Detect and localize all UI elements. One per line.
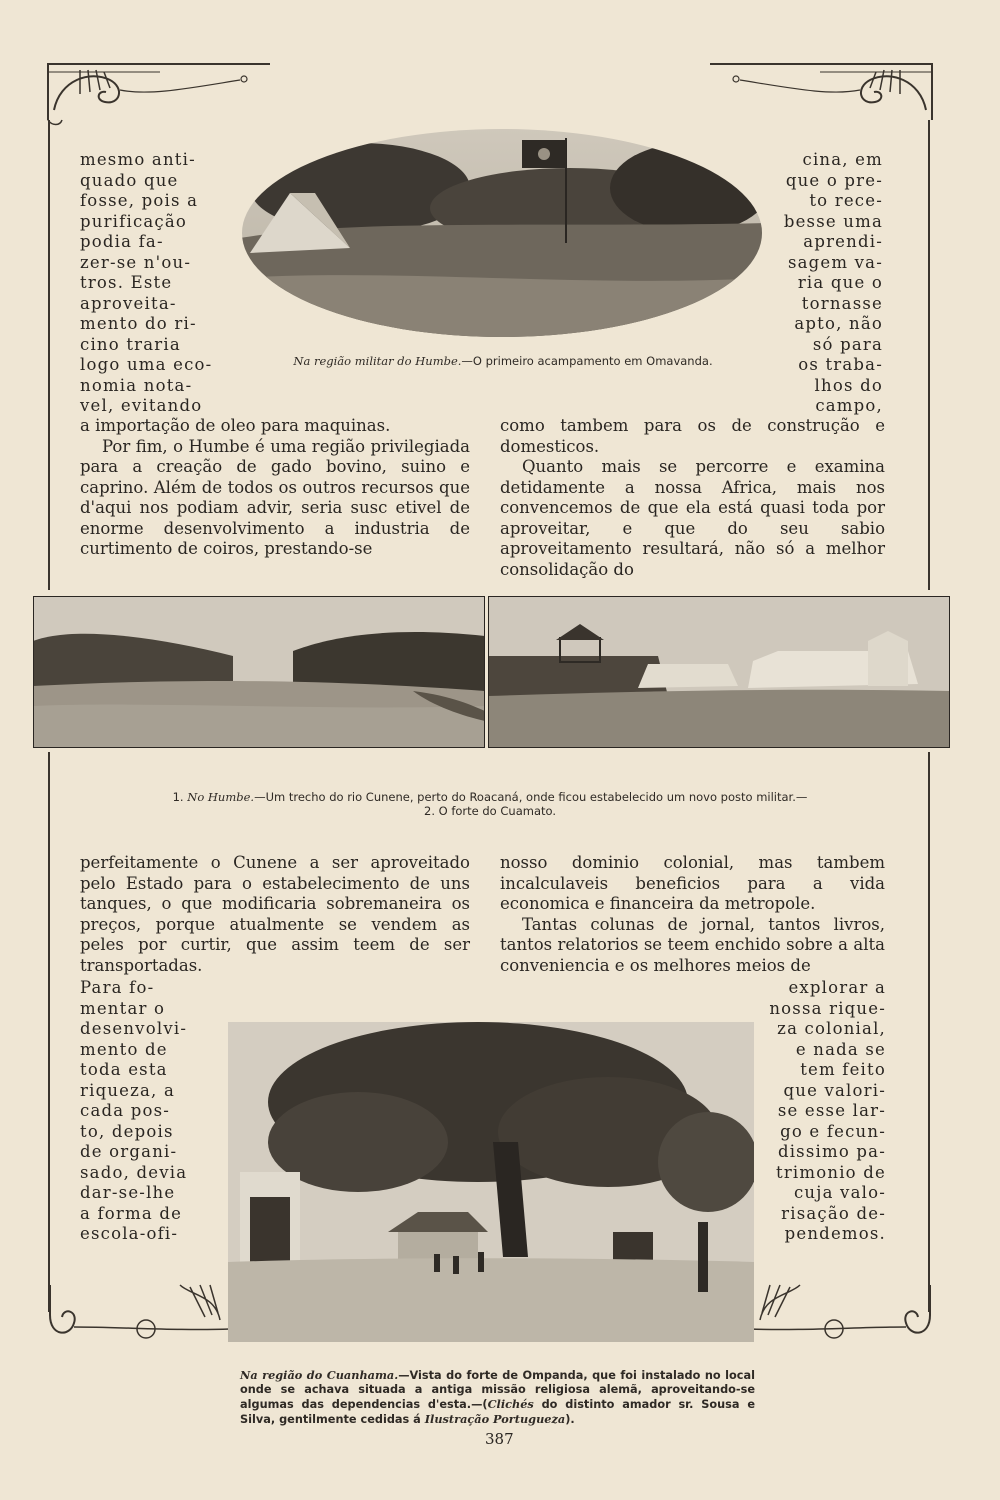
page-number: 387 (485, 1430, 514, 1448)
text-line: os traba- (798, 355, 883, 374)
frame-right-bottom (928, 752, 930, 1312)
text-line: mentar o (80, 998, 166, 1018)
text-line: tornasse (801, 293, 883, 313)
text-line: risação de- (781, 1203, 886, 1223)
text-line: aprendi- (803, 232, 883, 251)
text-line: mento do ri- (80, 314, 197, 333)
text-line: to rece- (809, 191, 883, 210)
text-line: to, depois (80, 1121, 174, 1141)
text-line: dissimo pa- (777, 1142, 886, 1161)
text-line: go e fecun- (780, 1121, 886, 1141)
text-line: riqueza, a (80, 1080, 175, 1100)
text-line: se esse lar- (777, 1101, 886, 1120)
bottom-caption-italic2: Clichés (487, 1397, 534, 1411)
text-line: só para (812, 334, 883, 354)
bottom-right-column (760, 978, 886, 1245)
bottom-left-column (80, 978, 220, 1245)
photo-humbe-camp (240, 128, 765, 338)
text-line: pendemos. (784, 1224, 886, 1243)
text-line: dar-se-lhe (80, 1183, 176, 1202)
bottom-caption (240, 1368, 755, 1427)
text-line: fosse, pois a (80, 191, 199, 210)
paragraph: perfeitamente o Cunene a ser aproveitado pelo Estado para o estabelecimento de uns tanques, o que modificaria sobremaneira os preços, porque atualmente se vendem as peles por curtir, que assim teem de ser transportadas. (80, 853, 470, 975)
strip-caption-italic: No Humbe. (187, 790, 255, 804)
ornament-bottom-left (40, 1275, 240, 1355)
top-left-column (80, 150, 230, 417)
text-line: campo, (815, 396, 883, 415)
text-line: tem feito (800, 1060, 886, 1079)
text-line: que valori- (783, 1080, 886, 1100)
text-line: explorar a (788, 978, 886, 997)
paragraph: nosso dominio colonial, mas tambem incalculaveis beneficios para a vida economica e financeira da metropole. (500, 853, 885, 913)
strip-caption (80, 790, 900, 818)
text-line: escola-ofi- (80, 1224, 179, 1243)
text-line: ria que o (797, 273, 883, 292)
frame-left-bottom (48, 752, 50, 1312)
top-right-column (775, 150, 883, 417)
text-line: e nada se (795, 1039, 886, 1059)
strip-caption-number: 1. (172, 790, 184, 804)
text-line: nomia nota- (80, 375, 193, 395)
bottom-caption-italic1: Na região do Cuanhama. (240, 1368, 399, 1382)
text-line: lhos do (814, 375, 883, 395)
text-line: mento de (80, 1039, 168, 1059)
text-line: apto, não (794, 314, 883, 333)
bottom-right-paragraphs (500, 853, 885, 976)
top-left-paragraphs (80, 416, 470, 560)
text-line: cino traria (80, 334, 181, 354)
text-line: cada pos- (80, 1101, 171, 1120)
paragraph: a importação de oleo para maquinas. (80, 416, 391, 435)
text-line: que o pre- (785, 170, 883, 190)
bottom-left-paragraphs (80, 853, 470, 976)
ornament-top-right (700, 50, 940, 130)
text-line: a forma de (80, 1203, 183, 1223)
text-line: Para fo- (80, 978, 155, 997)
text-line: vel, evitando (80, 396, 203, 415)
text-line: sagem va- (787, 252, 883, 272)
text-line: cina, em (802, 150, 883, 169)
text-line: desenvolvi- (80, 1019, 188, 1038)
text-line: toda esta (80, 1060, 168, 1079)
paragraph: Tantas colunas de jornal, tantos livros, tantos relatorios se teem enchido sobre a alta conveniencia e os melhores meios de (500, 914, 885, 975)
text-line: de organi- (80, 1142, 178, 1161)
strip-caption-line1: —Um trecho do rio Cunene, perto do Roacaná, onde ficou estabelecido um novo posto militar.— (254, 790, 808, 804)
photo1-caption (268, 354, 738, 368)
text-line: zer-se n'ou- (80, 252, 192, 272)
text-line: mesmo anti- (80, 150, 196, 169)
photo1-caption-italic: Na região militar do Humbe. (293, 354, 462, 368)
photo-cunene-river (33, 596, 485, 748)
paragraph: como tambem para os de construção e domesticos. (500, 416, 885, 456)
text-line: besse uma (783, 211, 883, 231)
text-line: quado que (80, 170, 179, 190)
bottom-caption-rest2: do distinto amador sr. Sousa e Silva, gentilmente cedidas á (240, 1398, 755, 1426)
text-line: cuja valo- (793, 1183, 886, 1202)
frame-right-top (928, 120, 930, 590)
bottom-caption-rest3: ). (565, 1413, 575, 1426)
text-line: za colonial, (777, 1019, 886, 1038)
bottom-caption-rest1: —Vista do forte de Ompanda, que foi instalado no local onde se achava situada a antiga missão religiosa alemã, aproveitando-se algumas das dependencias d'esta.—( (240, 1369, 755, 1411)
text-line: aproveita- (80, 293, 177, 313)
paragraph: Por fim, o Humbe é uma região privilegiada para a creação de gado bovino, suino e caprino. Além de todos os outros recursos que d'aqui nos podiam advir, seria susc etivel de enorme desenvolvimento a industria de curtimento de coiros, prestando-se (80, 436, 470, 558)
photo-cuamato-fort (488, 596, 950, 748)
photo1-caption-rest: —O primeiro acampamento em Omavanda. (461, 354, 713, 368)
text-line: trimonio de (776, 1162, 886, 1182)
ornament-bottom-right (740, 1275, 940, 1355)
top-right-paragraphs (500, 416, 885, 580)
text-line: tros. Este (80, 273, 173, 292)
text-line: purificação (80, 211, 188, 231)
bottom-caption-italic3: Ilustração Portugueza (424, 1412, 566, 1426)
text-line: logo uma eco- (80, 355, 213, 374)
paragraph: Quanto mais se percorre e examina detidamente a nossa Africa, mais nos convencemos de que ela está quasi toda por aproveitar, e que do seu sabio aproveitamento resultará, não só a melhor consolidação do (500, 457, 885, 579)
photo-ompanda-fort (228, 1022, 754, 1342)
strip-caption-line2: 2. O forte do Cuamato. (424, 804, 556, 818)
ornament-top-left (40, 50, 280, 130)
frame-left-top (48, 120, 50, 590)
text-line: sado, devia (80, 1162, 188, 1182)
text-line: podia fa- (80, 232, 164, 251)
text-line: nossa rique- (769, 998, 886, 1018)
